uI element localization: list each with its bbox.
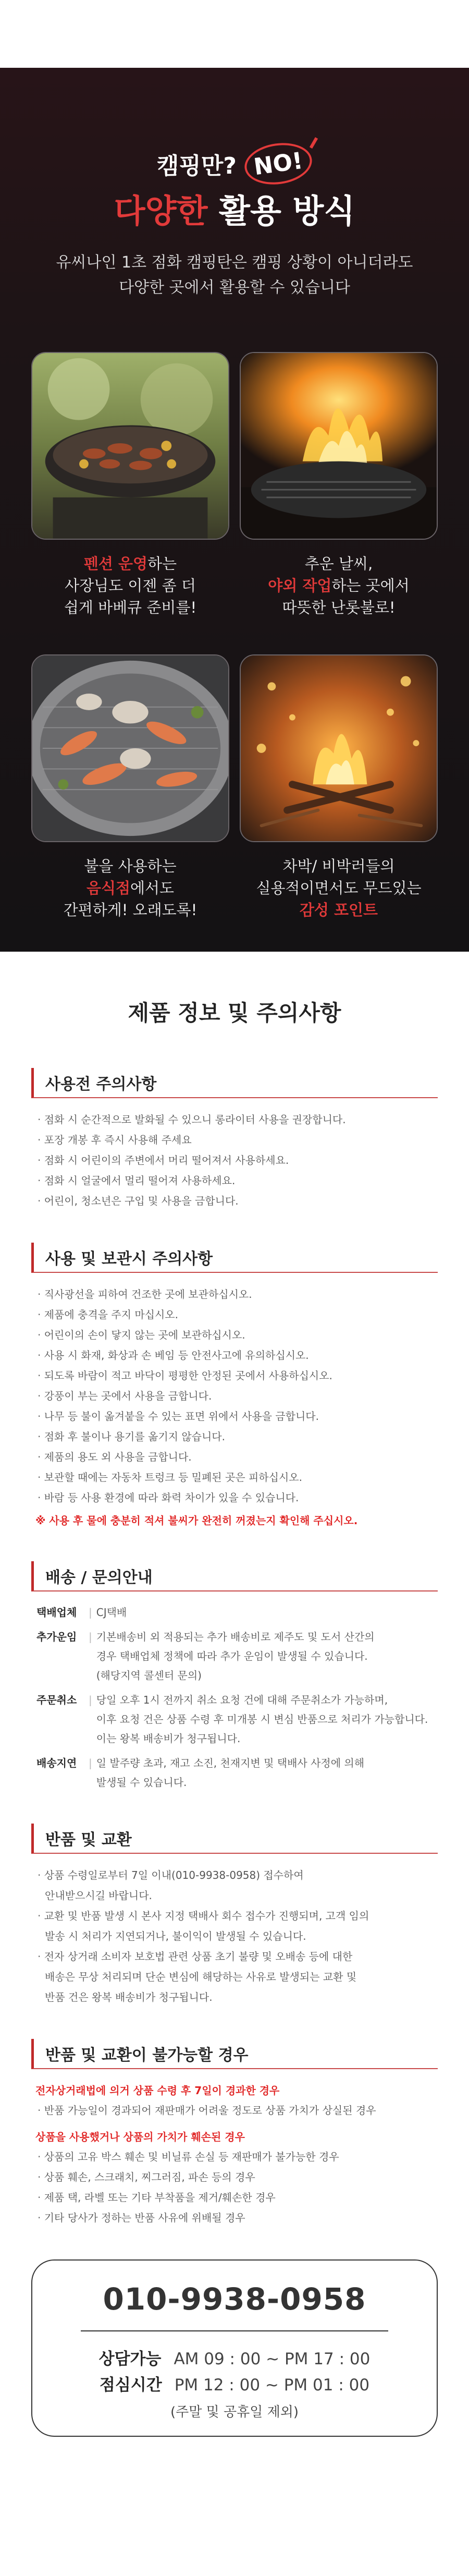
list-item: · 직사광선을 피하여 건조한 곳에 보관하십시오. — [38, 1284, 438, 1305]
hero-desc-line2: 다양한 곳에서 활용할 수 있습니다 — [119, 278, 350, 297]
shipping-value: 경우 택배업체 정책에 따라 추가 운임이 발생될 수 있습니다. — [96, 1650, 368, 1662]
caption-outdoor-line1: 추운 날씨, — [304, 555, 373, 573]
hero-desc-line1: 유씨나인 1초 점화 캠핑탄은 캠핑 상황이 아니더라도 — [56, 253, 413, 272]
shipping-row-extra-fee: 추가운임 | 기본배송비 외 적용되는 추가 배송비로 제주도 및 도서 산간의 경우 택배업체 정책에 따라 추가 운임이 발생될 수 있습니다. (해당지역 콜센터 문의) — [31, 1627, 438, 1685]
section-no-returns — [31, 2039, 438, 2228]
hours-value: AM 09 : 00 ~ PM 17 : 00 — [174, 2350, 371, 2368]
list-item: · 보관할 때에는 자동차 트렁크 등 밀폐된 곳은 피하십시오. — [38, 1467, 438, 1488]
list-item: · 포장 개봉 후 즉시 사용해 주세요 — [38, 1130, 438, 1150]
caption-pension-line2: 사장님도 이젠 좀 더 — [65, 577, 196, 594]
caption-pension — [31, 553, 229, 618]
list-item: · 점화 시 얼굴에서 멀리 떨어져 사용하세요. — [38, 1171, 438, 1191]
hero-title — [0, 185, 469, 232]
section-before-use — [31, 1068, 438, 1211]
no-badge-text: NO! — [252, 147, 305, 180]
contact-phone[interactable]: 010-9938-0958 — [103, 2281, 366, 2317]
section-shipping-title: 배송 / 문의안내 — [31, 1561, 438, 1591]
shipping-value: 발생될 수 있습니다. — [96, 1776, 187, 1789]
contact-hours-2 — [32, 2372, 437, 2398]
list-item: · 점화 시 어린이의 주변에서 머리 떨어져서 사용하세요. — [38, 1150, 438, 1171]
caption-car-accent: 감성 포인트 — [299, 901, 378, 919]
no-badge-ring — [242, 139, 315, 188]
list-item: · 상품 수령일로부터 7일 이내(010-9938-0958) 접수하여 안내받으시길 바랍니다. — [38, 1865, 438, 1906]
section-storage-title: 사용 및 보관시 주의사항 — [31, 1243, 438, 1273]
storage-warning: ※ 사용 후 물에 충분히 적셔 불씨가 완전히 꺼졌는지 확인해 주십시오. — [35, 1514, 358, 1527]
caption-pension-line1: 하는 — [147, 555, 177, 573]
caption-restaurant-line3: 간편하게! 오래도록! — [63, 901, 198, 919]
hours-label: 점심시간 — [99, 2376, 162, 2395]
caption-restaurant-line1: 불을 사용하는 — [84, 857, 177, 875]
list-item: · 제품에 충격을 주지 마십시오. — [38, 1305, 438, 1325]
caption-car-line2: 실용적이면서도 무드있는 — [256, 879, 422, 897]
photo-campfire — [240, 654, 438, 842]
shipping-row-cancel: 주문취소 | 당일 오후 1시 전까지 취소 요청 건에 대해 주문취소가 가능하며, 이후 요청 건은 상품 수령 후 미개봉 시 변심 반품으로 처리가 가능합니다. 이는 왕복 배송비가 청구됩니다. — [31, 1691, 438, 1748]
contact-box — [31, 2259, 438, 2437]
list-item: · 상품 훼손, 스크래치, 찌그러짐, 파손 등의 경우 — [38, 2167, 438, 2188]
no-returns-list2 — [31, 2147, 438, 2228]
section-shipping — [31, 1561, 438, 1792]
caption-restaurant-line2: 에서도 — [130, 879, 175, 897]
caption-outdoor-work — [240, 553, 438, 618]
hero-title-accent: 다양한 — [114, 192, 208, 230]
product-info-section — [0, 952, 469, 2458]
caption-restaurant — [31, 855, 229, 921]
section-returns-title: 반품 및 교환 — [31, 1824, 438, 1854]
hours-label: 상담가능 — [98, 2350, 162, 2368]
list-item: · 제품의 용도 외 사용을 금합니다. — [38, 1447, 438, 1467]
shipping-value: 일 발주량 초과, 재고 소진, 천재지변 및 택배사 사정에 의해 — [96, 1757, 365, 1769]
caption-pension-accent: 펜션 운영 — [83, 555, 148, 573]
section-before-use-title: 사용전 주의사항 — [31, 1068, 438, 1098]
section-storage — [31, 1243, 438, 1530]
list-item: · 점화 후 불이나 용기를 옮기지 않습니다. — [38, 1427, 438, 1447]
no-badge-tick — [310, 137, 318, 149]
list-item: · 사용 시 화재, 화상과 손 베임 등 안전사고에 유의하십시오. — [38, 1345, 438, 1366]
list-item: · 어린이의 손이 닿지 않는 곳에 보관하십시오. — [38, 1325, 438, 1345]
photo-fire-grill — [240, 352, 438, 540]
list-item: · 제품 택, 라벨 또는 기타 부착품을 제거/훼손한 경우 — [38, 2188, 438, 2208]
hero-title-rest: 활용 방식 — [207, 192, 355, 230]
list-item: · 반품 가능일이 경과되어 재판매가 어려울 정도로 상품 가치가 상실된 경우 — [38, 2100, 438, 2121]
no-returns-sub1: 전자상거래법에 의거 상품 수령 후 7일이 경과한 경우 — [35, 2084, 280, 2097]
shipping-value: 당일 오후 1시 전까지 취소 요청 건에 대해 주문취소가 가능하며, — [96, 1694, 388, 1706]
list-item: · 강풍이 부는 곳에서 사용을 금합니다. — [38, 1386, 438, 1406]
no-badge — [244, 143, 312, 184]
hero-question — [0, 143, 469, 184]
shipping-key: 택배업체 — [36, 1606, 77, 1619]
storage-list — [31, 1284, 438, 1508]
list-item: · 점화 시 순간적으로 발화될 수 있으니 롱라이터 사용을 권장합니다. — [38, 1110, 438, 1130]
shipping-row-courier: 택배업체 | CJ택배 — [31, 1603, 438, 1622]
caption-outdoor-line3: 따뜻한 난롯불로! — [282, 599, 396, 616]
list-item: · 되도록 바람이 적고 바닥이 평평한 안정된 곳에서 사용하십시오. — [38, 1366, 438, 1386]
shipping-row-delay: 배송지연 | 일 발주량 초과, 재고 소진, 천재지변 및 택배사 사정에 의해 발생될 수 있습니다. — [31, 1754, 438, 1792]
caption-pension-line3: 쉽게 바베큐 준비를! — [64, 599, 197, 616]
shipping-value: 이는 왕복 배송비가 청구됩니다. — [96, 1732, 241, 1745]
hero-question-text: 캠핑만? — [156, 153, 237, 179]
no-returns-sub2: 상품을 사용했거나 상품의 가치가 훼손된 경우 — [35, 2131, 245, 2143]
caption-car-line1: 차박/ 비박러들의 — [282, 857, 395, 875]
shipping-value: (해당지역 콜센터 문의) — [96, 1669, 202, 1682]
caption-outdoor-accent: 야외 작업 — [268, 577, 332, 594]
caption-car-camping — [240, 855, 438, 921]
top-white-band — [0, 0, 469, 68]
list-item: · 상품의 고유 박스 훼손 및 비닐류 손실 등 재판매가 불가능한 경우 — [38, 2147, 438, 2167]
photo-seafood-grill — [31, 654, 229, 842]
list-item: · 어린이, 청소년은 구입 및 사용을 금합니다. — [38, 1191, 438, 1211]
shipping-key: 주문취소 — [36, 1694, 77, 1706]
no-returns-list1 — [31, 2100, 438, 2121]
photo-bbq-grill — [31, 352, 229, 540]
list-item: · 교환 및 반품 발생 시 본사 지정 택배사 회수 접수가 진행되며, 고객 임의 발송 시 처리가 지연되거나, 불이익이 발생될 수 있습니다. — [38, 1906, 438, 1947]
list-item: · 기타 당사가 정하는 반품 사유에 위배될 경우 — [38, 2208, 438, 2228]
shipping-key: 배송지연 — [36, 1757, 77, 1769]
before-use-list — [31, 1110, 438, 1211]
returns-list — [31, 1865, 438, 2008]
caption-outdoor-line2: 하는 곳에서 — [331, 577, 410, 594]
list-item: · 나무 등 불이 옮겨붙을 수 있는 표면 위에서 사용을 금합니다. — [38, 1406, 438, 1427]
caption-restaurant-accent: 음식점 — [86, 879, 130, 897]
contact-divider — [81, 2330, 388, 2331]
section-returns — [31, 1824, 438, 2008]
hero-description — [0, 250, 469, 300]
list-item: · 전자 상거래 소비자 보호법 관련 상품 초기 불량 및 오배송 등에 대한 배송은 무상 처리되며 단순 변심에 해당하는 사유로 발생되는 교환 및 반품 건은 왕복 배송비가 청구됩니다. — [38, 1947, 438, 2008]
shipping-value: 이후 요청 건은 상품 수령 후 미개봉 시 변심 반품으로 처리가 가능합니다. — [96, 1713, 428, 1726]
shipping-value: 기본배송비 외 적용되는 추가 배송비로 제주도 및 도서 산간의 — [96, 1631, 375, 1643]
section-no-returns-title: 반품 및 교환이 불가능할 경우 — [31, 2039, 438, 2069]
contact-hours-1 — [32, 2346, 437, 2372]
shipping-value: CJ택배 — [96, 1606, 127, 1619]
contact-note: (주말 및 공휴일 제외) — [170, 2404, 299, 2420]
hours-value: PM 12 : 00 ~ PM 01 : 00 — [174, 2376, 370, 2395]
hero-section — [0, 0, 469, 952]
shipping-key: 추가운임 — [36, 1631, 77, 1643]
list-item: · 바람 등 사용 환경에 따라 화력 차이가 있을 수 있습니다. — [38, 1488, 438, 1508]
info-title: 제품 정보 및 주의사항 — [128, 1000, 341, 1026]
